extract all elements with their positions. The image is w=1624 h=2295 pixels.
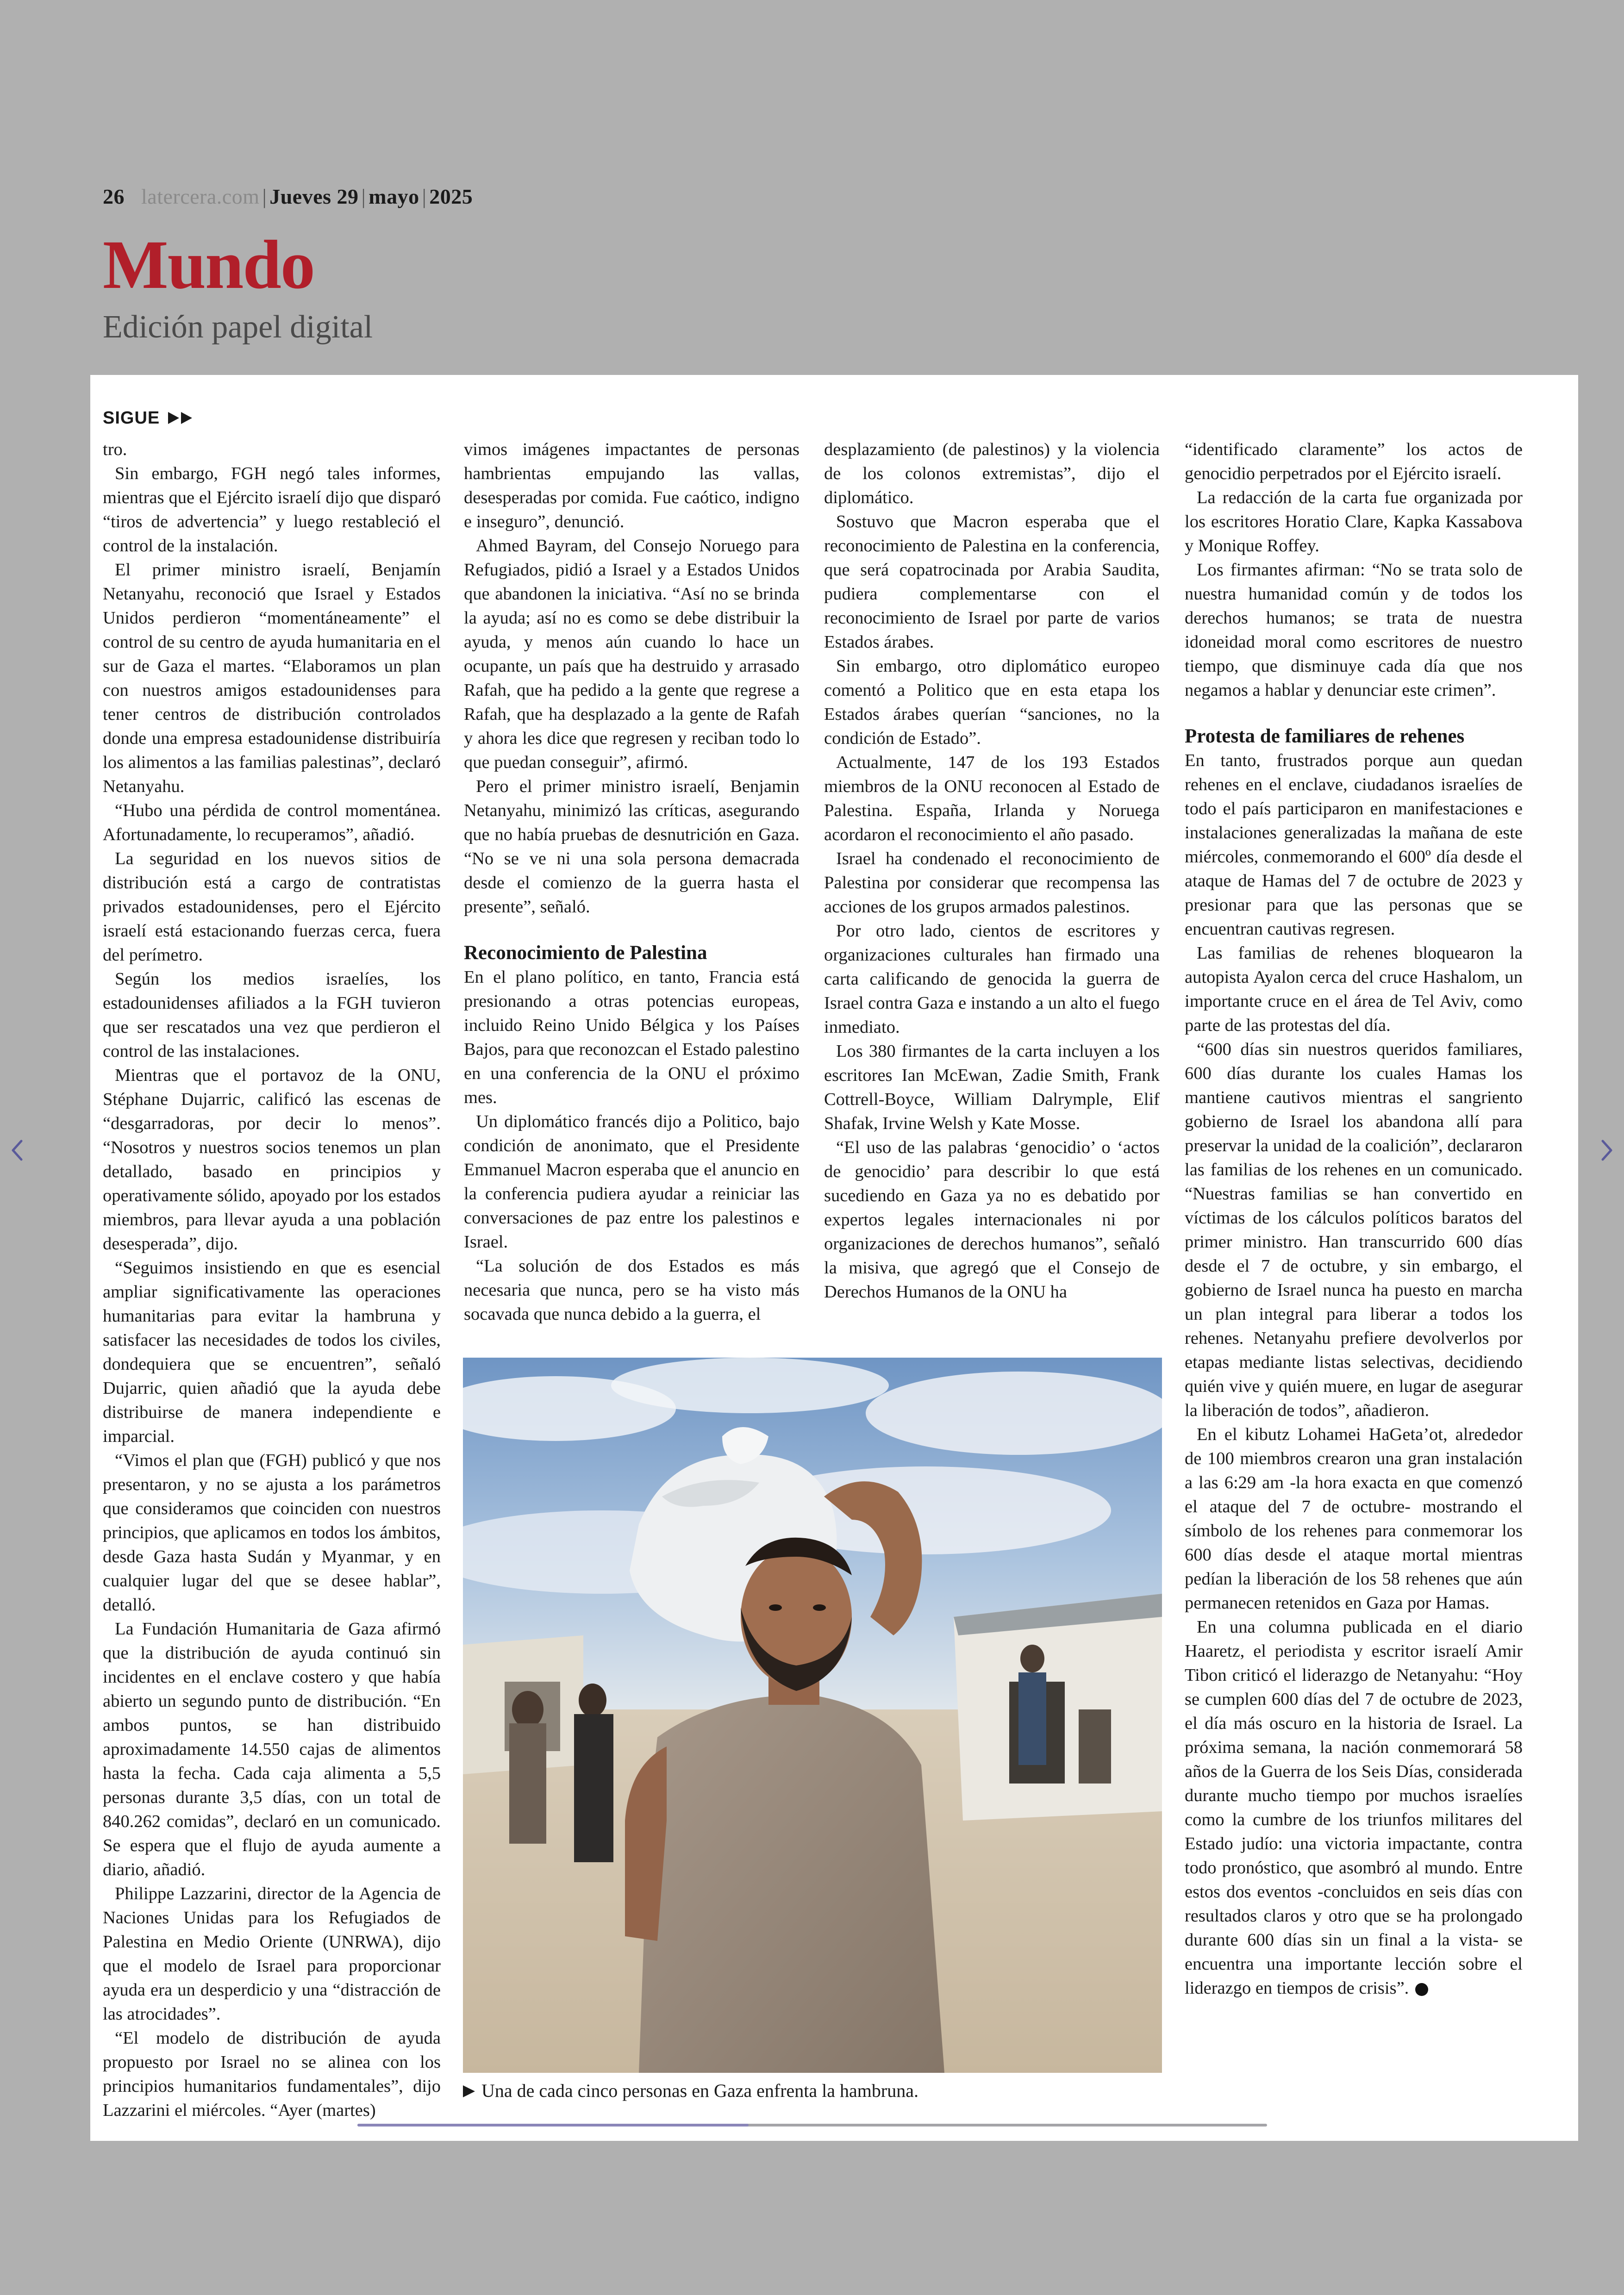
paragraph: Un diplomático francés dijo a Politico, bajo condición de anonimato, que el Presidente Emmanuel Macron esperaba que el anuncio en la conferencia pudiera ayudar a reiniciar las conversaciones de paz entre los palestinos e Israel. (464, 1112, 800, 1252)
end-mark-icon (1415, 1983, 1428, 1996)
subheading: Reconocimiento de Palestina (464, 942, 707, 964)
continued-label: SIGUE (103, 408, 195, 428)
issue-day: Jueves 29 (269, 185, 359, 208)
paragraph: Mientras que el portavoz de la ONU, Stéphane Dujarric, calificó las escenas de “desgarradoras, por decir lo menos”. “Nosotros y nuestros socios tenemos un plan detallado, basado en principios y operativamente sólido, apoyado por los estados miembros, para llevar ayuda a una población desesperada”, dijo. (103, 1066, 441, 1254)
chevron-right-icon[interactable] (1597, 1136, 1616, 1164)
paragraph: “El modelo de distribución de ayuda propuesto por Israel no se alinea con los principios humanitarios fundamentales”, dijo Lazzarini el miércoles. “Ayer (martes) (103, 2028, 441, 2120)
paragraph: “Seguimos insistiendo en que es esencial ampliar significativamente las operaciones humanitarias para evitar la hambruna y satisfacer las necesidades de todos los civiles, dondequiera que se encuentren”, señaló Dujarric, quien añadió que la ayuda debe distribuirse de manera independiente e imparcial. (103, 1258, 441, 1446)
triangle-right-icon (463, 2084, 476, 2098)
page-number: 26 (103, 185, 125, 208)
paragraph: “identificado claramente” los actos de genocidio perpetrados por el Ejército israelí. (1185, 440, 1523, 483)
paragraph: “600 días sin nuestros queridos familiares, 600 días durante los cuales Hamas los mantiene cautivos mientras el sangriento gobierno de Israel los abandona allí para preservar la unidad de la coalición”, declararon las familias de los rehenes en un comunicado. “Nuestras familias se han convertido en víctimas de los cálculos políticos baratos del primer ministro. Han transcurrido 600 días desde el 7 de octubre, y sin embargo, el gobierno de Israel nunca ha puesto en marcha un plan integral para liberar a todos los rehenes. Netanyahu prefiere devolverlos por etapas mediante listas selectivas, decidiendo quién vive y quién muere, en lugar de asegurar la liberación de todos”, añadieron. (1185, 1040, 1523, 1420)
paragraph: Los firmantes afirman: “No se trata solo de nuestra humanidad común y de todos los derechos humanos; se trata de nuestra idoneidad moral como escritores de nuestro tiempo, que disminuye cada día que nos negamos a hablar y denunciar este crimen”. (1185, 560, 1523, 700)
page-header (103, 184, 658, 346)
paragraph: “El uso de las palabras ‘genocidio’ o ‘actos de genocidio’ para describir lo que está sucediendo en Gaza ya no es debatido por expertos legales internacionales ni por organizaciones de derechos humanos”, señaló la misiva, que agregó que el Consejo de Derechos Humanos de la ONU ha (824, 1138, 1160, 1302)
paragraph: Pero el primer ministro israelí, Benjamin Netanyahu, minimizó las críticas, asegurando que no había pruebas de desnutrición en Gaza. “No se ve ni una sola persona demacrada desde el comienzo de la guerra hasta el presente”, señaló. (464, 777, 800, 917)
paragraph: La seguridad en los nuevos sitios de distribución está a cargo de contratistas privados estadounidenses, pero el Ejército israelí está estacionando fuerzas cerca, fuera del perímetro. (103, 849, 441, 965)
section-title: Mundo (103, 226, 314, 303)
paragraph: La redacción de la carta fue organizada por los escritores Horatio Clare, Kapka Kassabova y Monique Roffey. (1185, 488, 1523, 555)
paragraph: vimos imágenes impactantes de personas hambrientas empujando las vallas, desesperadas por comida. Fue caótico, indigno e inseguro”, denunció. (464, 440, 800, 531)
paragraph: Actualmente, 147 de los 193 Estados miembros de la ONU reconocen al Estado de Palestina. España, Irlanda y Noruega acordaron el reconocimiento el año pasado. (824, 753, 1160, 844)
paragraph: En el kibutz Lohamei HaGeta’ot, alrededor de 100 miembros crearon una gran instalación a las 6:29 am -la hora exacta en que comenzó el ataque del 7 de octubre- mostrando el símbolo de los rehenes para conmemorar los 600 días desde el ataque mortal mientras pedían la liberación de los 58 rehenes que aún permanecen retenidos en Gaza por Hamas. (1185, 1425, 1523, 1613)
paragraph: Sostuvo que Macron esperaba que el reconocimiento de Palestina en la conferencia, que será copatrocinada por Arabia Saudita, pudiera complementarse con el reconocimiento de Israel por parte de varios Estados árabes. (824, 512, 1160, 652)
paragraph: En una columna publicada en el diario Haaretz, el periodista y escritor israelí Amir Tibon criticó el liderazgo de Netanyahu: “Hoy se cumplen 600 días del 7 de octubre de 2023, el día más oscuro en la historia de Israel. La próxima semana, la nación conmemorará 58 años de la Guerra de los Seis Días, considerada durante mucho tiempo por muchos israelíes como la cumbre de los triunfos militares del Estado judío: una victoria impactante, contra todo pronóstico, que asombró al mundo. Entre estos dos eventos -concluidos en seis días con resultados claros y otro que se ha prolongado durante 600 días sin un final a la vista- se encuentra una importante lección sobre el liderazgo en tiempos de crisis”. (1185, 1617, 1523, 1998)
site-name: latercera.com (141, 185, 260, 208)
issue-year: 2025 (429, 185, 473, 208)
page-progress-fill (357, 2124, 749, 2127)
photo-illustration (463, 1358, 1162, 2073)
photo-caption: Una de cada cinco personas en Gaza enfrenta la hambruna. (463, 2080, 918, 2102)
paragraph: “Hubo una pérdida de control momentánea. Afortunadamente, lo recuperamos”, añadió. (103, 801, 441, 844)
article-column-2 (464, 437, 800, 1326)
paragraph: Sin embargo, otro diplomático europeo comentó a Politico que en esta etapa los Estados árabes querían “sanciones, no la condición de Estado”. (824, 656, 1160, 748)
paragraph: tro. (103, 440, 127, 459)
double-triangle-right-icon (168, 411, 195, 425)
paragraph: Sin embargo, FGH negó tales informes, mientras que el Ejército israelí dijo que disparó “tiros de advertencia” y luego restableció el control de la instalación. (103, 464, 441, 555)
paragraph: Los 380 firmantes de la carta incluyen a los escritores Ian McEwan, Zadie Smith, Frank Cottrell-Boyce, William Dalrymple, Elif Shafak, Irvine Welsh y Kate Mosse. (824, 1041, 1160, 1133)
article-column-4 (1185, 437, 1523, 2000)
paragraph: Ahmed Bayram, del Consejo Noruego para Refugiados, pidió a Israel y a Estados Unidos que abandonen la iniciativa. “Así no se brinda la ayuda; así no es como se debe distribuir la ayuda, y menos aún cuando lo hace un ocupante, un país que ha destruido y arrasado Rafah, que ha pedido a la gente que regrese a Rafah, que ha desplazado a la gente de Rafah y ahora les dice que regresen y reciban todo lo que puedan conseguir”, afirmó. (464, 536, 800, 772)
edition-label: Edición papel digital (103, 309, 373, 345)
article-column-3 (824, 437, 1160, 1304)
article-page (90, 375, 1578, 2141)
paragraph: La Fundación Humanitaria de Gaza afirmó que la distribución de ayuda continuó sin incidentes en el enclave costero y que había abierto un segundo punto de distribución. “En ambos puntos, se han distribuido aproximadamente 14.550 cajas de alimentos hasta la fecha. Cada caja alimenta a 5,5 personas durante 3,5 días, con un total de 840.262 comidas”, declaró en un comunicado. Se espera que el flujo de ayuda aumente a diario, añadió. (103, 1619, 441, 1879)
issue-month: mayo (369, 185, 419, 208)
paragraph: “La solución de dos Estados es más necesaria que nunca, pero se ha visto más socavada que nunca debido a la guerra, el (464, 1256, 800, 1324)
page-meta: 26 latercera.com | Jueves 29 | mayo | 2025 (103, 185, 473, 208)
chevron-left-icon[interactable] (8, 1136, 27, 1164)
paragraph: Por otro lado, cientos de escritores y organizaciones culturales han firmado una carta calificando de genocida la guerra de Israel contra Gaza e instando a un alto el fuego inmediato. (824, 921, 1160, 1037)
paragraph: desplazamiento (de palestinos) y la violencia de los colonos extremistas”, dijo el diplomático. (824, 440, 1160, 507)
paragraph: Philippe Lazzarini, director de la Agencia de Naciones Unidas para los Refugiados de Palestina en Medio Oriente (UNRWA), dijo que el modelo de Israel para proporcionar ayuda era un desperdicio y una “distracción de las atrocidades”. (103, 1884, 441, 2024)
paragraph: Las familias de rehenes bloquearon la autopista Ayalon cerca del cruce Hashalom, un importante cruce en el área de Tel Aviv, como parte de las protestas del día. (1185, 943, 1523, 1035)
paragraph: Israel ha condenado el reconocimiento de Palestina por considerar que recompensa las acciones de los grupos armados palestinos. (824, 849, 1160, 917)
subheading: Protesta de familiares de rehenes (1185, 725, 1465, 747)
paragraph: En tanto, frustrados porque aun quedan rehenes en el enclave, ciudadanos israelíes de todo el país participaron en manifestaciones e instalaciones generalizadas la mañana de este miércoles, conmemorando el 600º día desde el ataque de Hamas del 7 de octubre de 2023 y presionar para que las personas que se encuentran cautivas regresen. (1185, 751, 1523, 939)
paragraph: “Vimos el plan que (FGH) publicó y que nos presentaron, y no se ajusta a los parámetros que consideramos que coinciden con nuestros principios, que aplicamos en todos los ámbitos, desde Gaza hasta Sudán y Myanmar, y en cualquier lugar del que se desee hablar”, detalló. (103, 1451, 441, 1615)
article-column-1 (103, 437, 441, 2122)
paragraph: Según los medios israelíes, los estadounidenses afiliados a la FGH tuvieron que ser rescatados una vez que perdieron el control de las instalaciones. (103, 969, 441, 1061)
page-progress-bar[interactable] (357, 2124, 1267, 2127)
paragraph: El primer ministro israelí, Benjamín Netanyahu, reconoció que Israel y Estados Unidos perdieron “momentáneamente” el control de su centro de ayuda humanitaria en el sur de Gaza el martes. “Elaboramos un plan con nuestros amigos estadounidenses para tener centros de distribución controlados donde una empresa estadounidense distribuiría los alimentos a las familias palestinas”, declaró Netanyahu. (103, 560, 441, 796)
article-photo (463, 1358, 1162, 2073)
paragraph: En el plano político, en tanto, Francia está presionando a otras potencias europeas, incluido Reino Unido Bélgica y los Países Bajos, para que reconozcan el Estado palestino en una conferencia de la ONU el próximo mes. (464, 967, 800, 1107)
